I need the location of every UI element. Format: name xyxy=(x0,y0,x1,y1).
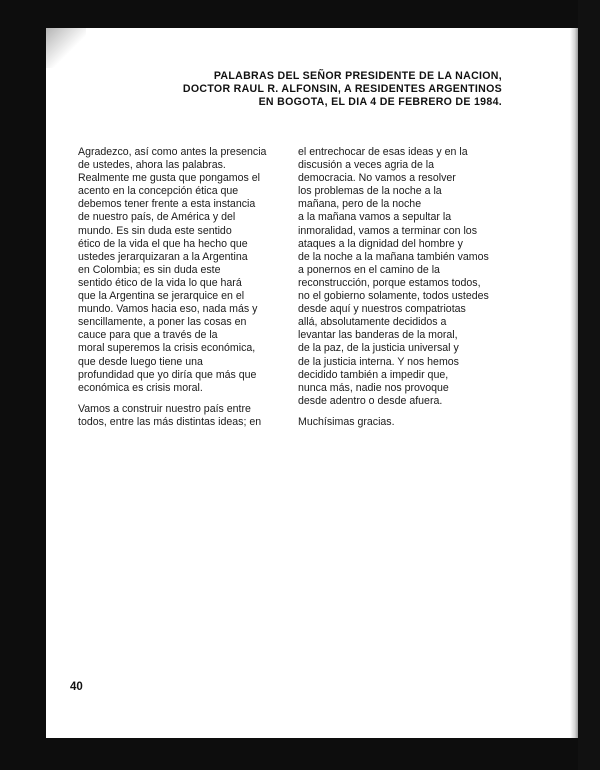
text-line: en Colombia; es sin duda este xyxy=(78,263,221,276)
text-line: acento en la concepción ética que xyxy=(78,185,239,198)
text-line: democracia. No vamos a resolver xyxy=(298,172,456,185)
text-line: reconstrucción, porque estamos todos, xyxy=(298,276,481,289)
text-line: allá, absolutamente decididos a xyxy=(298,316,447,329)
text-line: a la mañana vamos a sepultar la xyxy=(298,211,452,224)
text-line: sentido ético de la vida lo que hará xyxy=(78,276,242,289)
paragraph xyxy=(298,416,498,429)
text-line: de la paz, de la justicia universal y xyxy=(298,342,459,355)
text-line: decidido también a impedir que, xyxy=(298,368,449,381)
scan-border-left xyxy=(0,0,46,770)
text-line: que desde luego tiene una xyxy=(78,355,203,368)
text-line: nunca más, nadie nos provoque xyxy=(298,381,449,394)
text-line: cauce para que a través de la xyxy=(78,329,218,342)
text-line: Muchísimas gracias. xyxy=(298,415,395,428)
text-line: levantar las banderas de la moral, xyxy=(298,329,458,342)
page-edge-shadow xyxy=(570,28,578,738)
text-line: los problemas de la noche a la xyxy=(298,185,442,198)
text-line: ataques a la dignidad del hombre y xyxy=(298,237,463,250)
right-column xyxy=(298,146,498,437)
text-line: discusión a veces agria de la xyxy=(298,159,435,172)
text-line: debemos tener frente a esta instancia xyxy=(78,198,256,211)
text-line: moral superemos la crisis económica, xyxy=(78,342,256,355)
text-line: de ustedes, ahora las palabras. xyxy=(78,159,226,172)
title-line: DOCTOR RAUL R. ALFONSIN, A RESIDENTES ARGENTINOS xyxy=(182,83,502,95)
text-line: sencillamente, a poner las cosas en xyxy=(78,316,247,329)
text-line: profundidad que yo diría que más que xyxy=(78,368,257,381)
text-line: de la noche a la mañana también vamos xyxy=(298,250,489,263)
text-line: de la justicia interna. Y nos hemos xyxy=(298,355,459,368)
text-line: desde aquí y nuestros compatriotas xyxy=(298,303,466,316)
page-number: 40 xyxy=(70,681,83,693)
text-line: de nuestro país, de América y del xyxy=(78,211,236,224)
paragraph xyxy=(298,146,498,408)
left-column xyxy=(78,146,278,437)
text-line: económica es crisis moral. xyxy=(78,381,203,394)
title-line: PALABRAS DEL SEÑOR PRESIDENTE DE LA NACION, xyxy=(213,70,502,82)
text-line: todos, entre las más distintas ideas; en xyxy=(78,415,262,428)
text-line: inmoralidad, vamos a terminar con los xyxy=(298,224,477,237)
text-line: Vamos a construir nuestro país entre xyxy=(78,402,251,415)
title-line: EN BOGOTA, EL DIA 4 DE FEBRERO DE 1984. xyxy=(258,96,502,108)
text-line: mañana, pero de la noche xyxy=(298,198,422,211)
text-line: que la Argentina se jerarquice en el xyxy=(78,290,245,303)
page-corner-shadow xyxy=(46,28,86,68)
text-line: desde adentro o desde afuera. xyxy=(298,394,443,407)
text-line: ético de la vida el que ha hecho que xyxy=(78,237,248,250)
text-line: mundo. Es sin duda este sentido xyxy=(78,224,232,237)
text-line: ustedes jerarquizaran a la Argentina xyxy=(78,250,248,263)
text-line: mundo. Vamos hacia eso, nada más y xyxy=(78,303,258,316)
paragraph xyxy=(78,403,278,429)
text-line: Agradezco, así como antes la presencia xyxy=(78,146,267,158)
text-line: el entrechocar de esas ideas y en la xyxy=(298,146,468,158)
scan-border-top xyxy=(0,0,600,28)
paragraph xyxy=(78,146,278,395)
speech-title xyxy=(183,70,502,109)
text-line: a ponernos en el camino de la xyxy=(298,263,440,276)
scan-border-bottom xyxy=(0,738,600,770)
text-line: Realmente me gusta que pongamos el xyxy=(78,172,260,185)
scan-border-right xyxy=(578,0,600,770)
text-line: no el gobierno solamente, todos ustedes xyxy=(298,290,489,303)
